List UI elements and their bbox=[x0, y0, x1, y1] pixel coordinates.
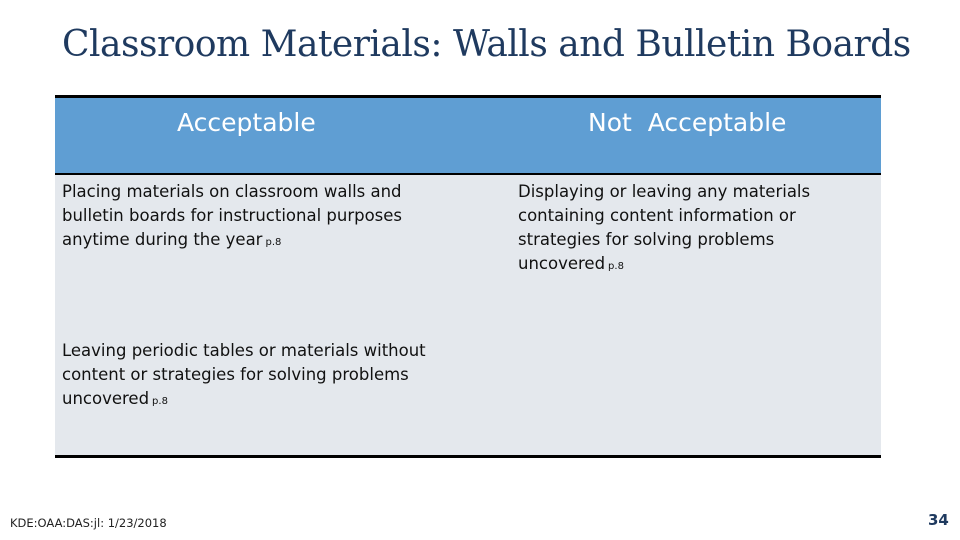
slide-title: Classroom Materials: Walls and Bulletin Boards bbox=[62, 24, 911, 65]
comparison-table bbox=[55, 95, 881, 458]
header-acceptable: Acceptable bbox=[177, 108, 316, 137]
acceptable-item-text: Leaving periodic tables or materials without content or strategies for solving problems uncovered bbox=[62, 341, 426, 408]
acceptable-item bbox=[62, 339, 462, 414]
page-reference: p.8 bbox=[608, 261, 624, 272]
not-acceptable-item bbox=[518, 180, 848, 279]
table-header-row bbox=[55, 98, 881, 175]
header-not-acceptable: Not Acceptable bbox=[588, 108, 787, 137]
acceptable-item-text: Placing materials on classroom walls and bulletin boards for instructional purposes anytime during the year bbox=[62, 182, 403, 249]
slide-footer: KDE:OAA:DAS:jl: 1/23/2018 bbox=[10, 516, 167, 530]
not-acceptable-item-text: Displaying or leaving any materials containing content information or strategies for solving problems uncovered bbox=[518, 182, 811, 273]
page-reference: p.8 bbox=[152, 396, 168, 407]
acceptable-item bbox=[62, 180, 462, 255]
page-reference: p.8 bbox=[265, 237, 282, 248]
page-number: 34 bbox=[928, 511, 949, 529]
